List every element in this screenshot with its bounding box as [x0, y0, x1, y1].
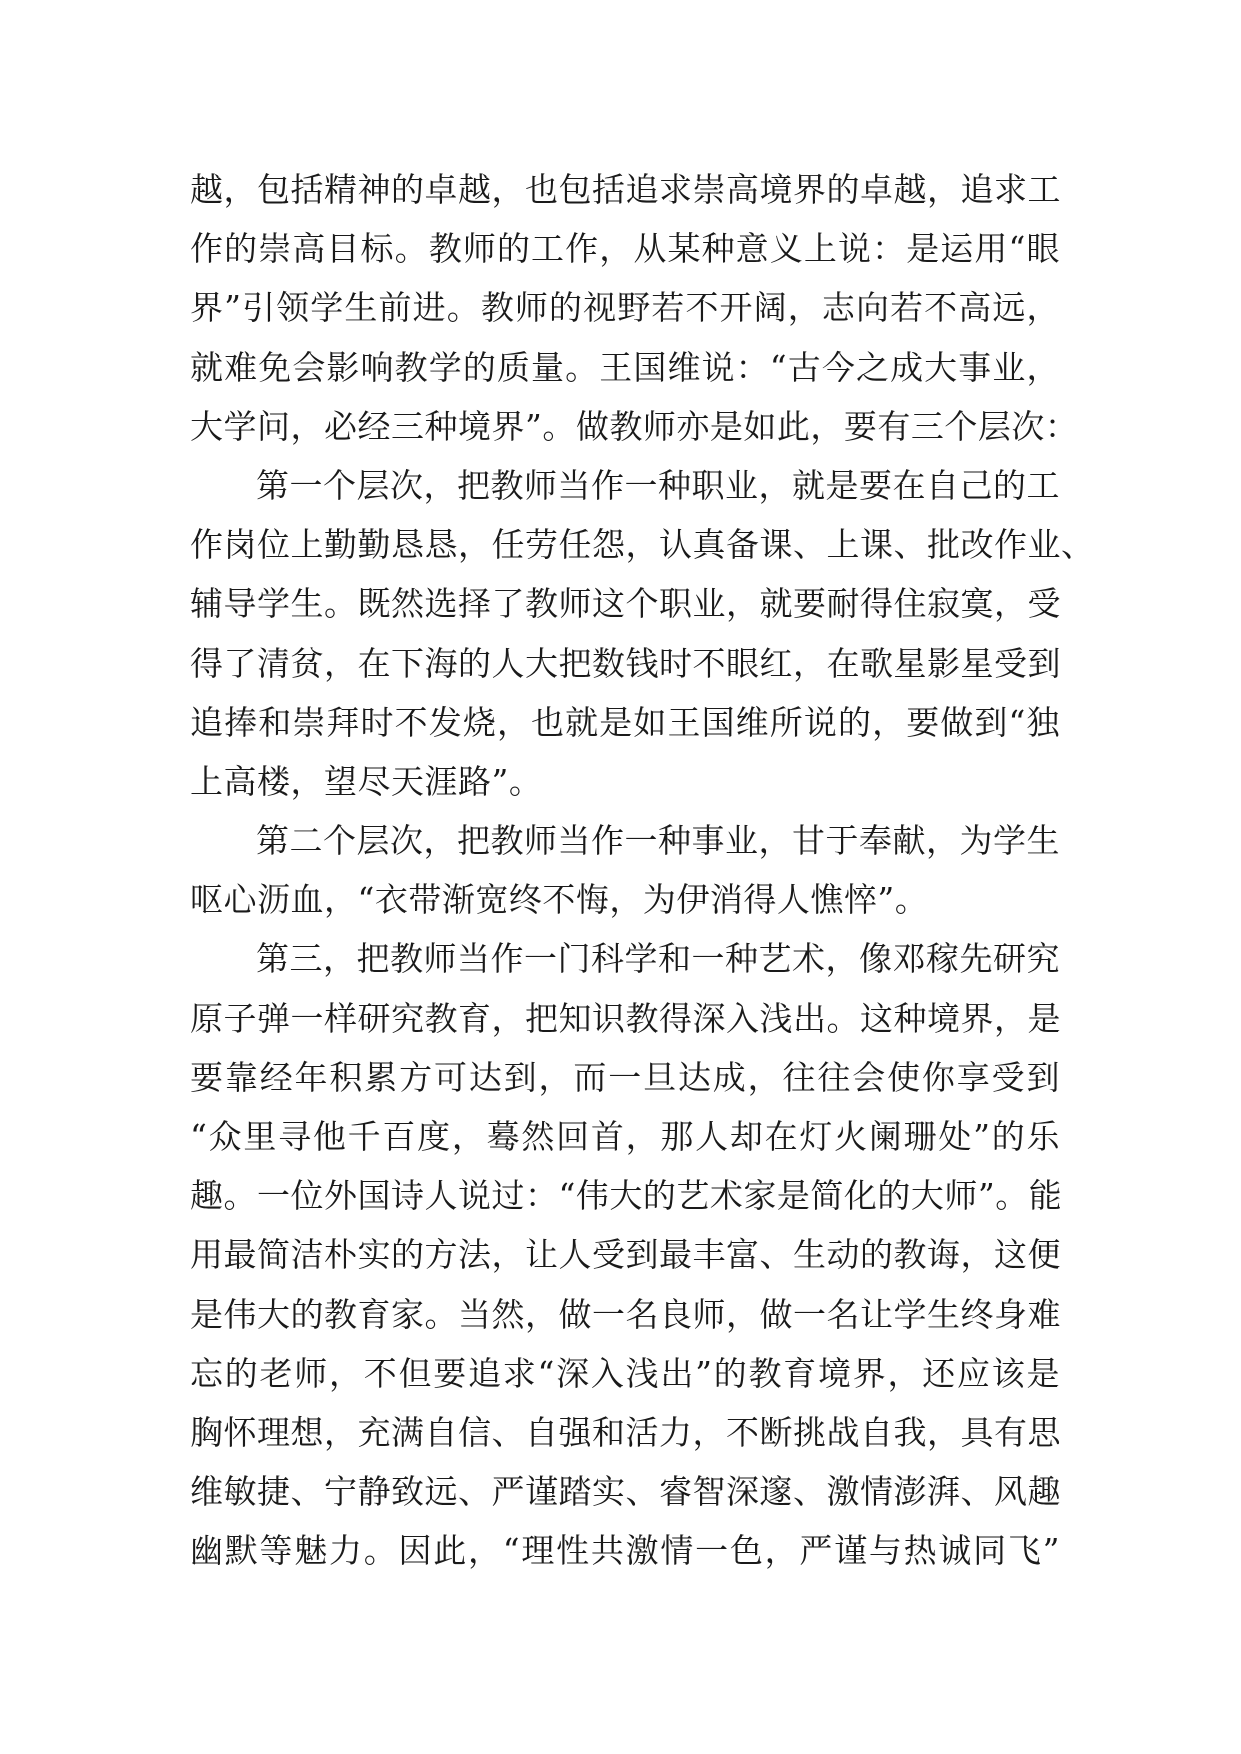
text-line: 是伟大的教育家。当然，做一名良师，做一名让学生终身难	[190, 1294, 1061, 1334]
text-line: “众里寻他千百度，蓦然回首，那人却在灯火阑珊处”的乐	[190, 1117, 1060, 1156]
text-line: 得了清贫，在下海的人大把数钱时不眼红，在歌星影星受到	[190, 643, 1061, 683]
text-line: 用最简洁朴实的方法，让人受到最丰富、生动的教诲，这便	[190, 1235, 1061, 1275]
text-line: 第三，把教师当作一门科学和一种艺术，像邓稼先研究	[256, 939, 1060, 979]
text-line: 忘的老师，不但要追求“深入浅出”的教育境界，还应该是	[190, 1353, 1060, 1393]
text-line: 第二个层次，把教师当作一种事业，甘于奉献，为学生	[256, 821, 1060, 861]
text-line: 辅导学生。既然选择了教师这个职业，就要耐得住寂寞，受	[190, 584, 1061, 624]
text-line: 界”引领学生前进。教师的视野若不开阔，志向若不高远，	[190, 288, 1060, 328]
text-line: 作的崇高目标。教师的工作，从某种意义上说：是运用“眼	[190, 229, 1060, 269]
text-line: 上高楼，望尽天涯路”。	[190, 761, 543, 801]
body-text	[190, 160, 1095, 1581]
text-line: 要靠经年积累方可达到，而一旦达成，往往会使你享受到	[190, 1057, 1060, 1097]
text-line: 大学问，必经三种境界”。做教师亦是如此，要有三个层次：	[190, 406, 1079, 446]
text-line: 越，包括精神的卓越，也包括追求崇高境界的卓越，追求工	[190, 170, 1061, 209]
text-line: 维敏捷、宁静致远、严谨踏实、睿智深邃、激情澎湃、风趣	[190, 1472, 1061, 1512]
text-line: 第一个层次，把教师当作一种职业，就是要在自己的工	[256, 465, 1060, 505]
text-line: 趣。一位外国诗人说过：“伟大的艺术家是简化的大师”。能	[190, 1176, 1063, 1216]
text-line: 就难免会影响教学的质量。王国维说：“古今之成大事业，	[190, 347, 1060, 387]
text-line: 胸怀理想，充满自信、自强和活力，不断挑战自我，具有思	[190, 1412, 1061, 1452]
text-line: 呕心沥血，“衣带渐宽终不悔，为伊消得人憔悴”。	[190, 880, 929, 920]
text-line: 原子弹一样研究教育，把知识教得深入浅出。这种境界，是	[190, 998, 1061, 1038]
text-line: 作岗位上勤勤恳恳，任劳任怨，认真备课、上课、批改作业、	[190, 525, 1095, 565]
text-line: 追捧和崇拜时不发烧，也就是如王国维所说的，要做到“独	[190, 702, 1060, 742]
text-line: 幽默等魅力。因此，“理性共激情一色，严谨与热诚同飞”	[190, 1531, 1060, 1571]
